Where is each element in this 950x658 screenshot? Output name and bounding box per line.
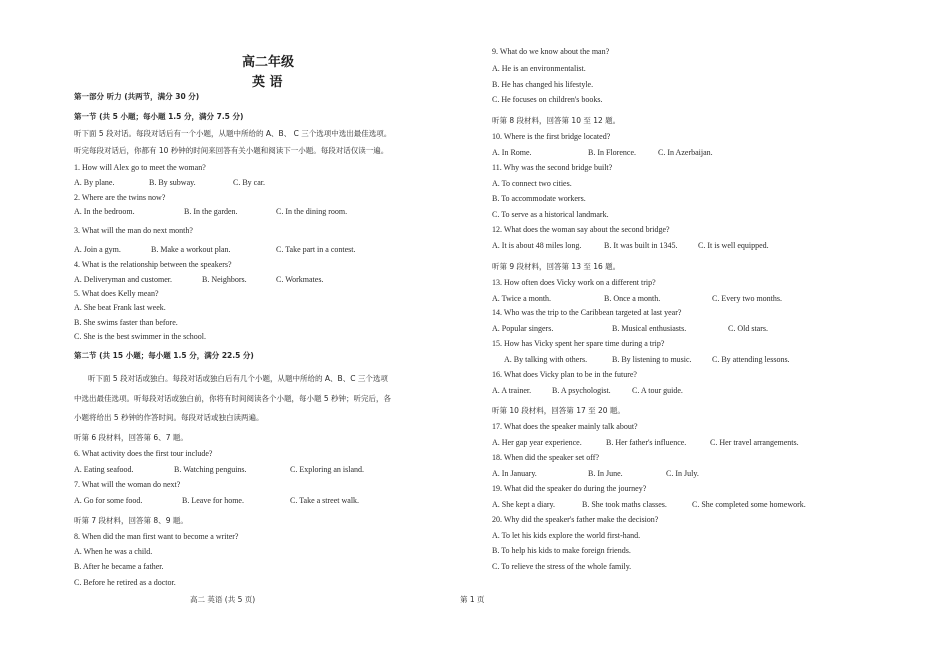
question-4: 4. What is the relationship between the speakers? [74, 260, 232, 269]
option-19c: C. She completed some homework. [692, 500, 806, 509]
question-18: 18. When did the speaker set off? [492, 453, 600, 462]
option-9c: C. He focuses on children's books. [492, 95, 603, 104]
option-5b: B. She swims faster than before. [74, 318, 178, 327]
option-17a: A. Her gap year experience. [492, 438, 582, 447]
question-20: 20. Why did the speaker's father make the decision? [492, 515, 659, 524]
question-10: 10. Where is the first bridge located? [492, 132, 611, 141]
option-14a: A. Popular singers. [492, 324, 554, 333]
question-19: 19. What did the speaker do during the journey? [492, 484, 647, 493]
option-12a: A. It is about 48 miles long. [492, 241, 582, 250]
passage-10-note: 听第 10 段材料，回答第 17 至 20 题。 [492, 406, 625, 415]
option-4a: A. Deliveryman and customer. [74, 275, 172, 284]
question-17: 17. What does the speaker mainly talk about? [492, 422, 638, 431]
option-4c: C. Workmates. [276, 275, 324, 284]
passage-9-note: 听第 9 段材料，回答第 13 至 16 题。 [492, 262, 621, 271]
option-10b: B. In Florence. [588, 148, 636, 157]
option-4b: B. Neighbors. [202, 275, 247, 284]
option-1a: A. By plane. [74, 178, 115, 187]
option-1c: C. By car. [233, 178, 265, 187]
option-16a: A. A trainer. [492, 386, 532, 395]
option-17c: C. Her travel arrangements. [710, 438, 799, 447]
question-14: 14. Who was the trip to the Caribbean targeted at last year? [492, 308, 682, 317]
page-number: 第 1 页 [460, 595, 485, 604]
option-5c: C. She is the best swimmer in the school. [74, 332, 206, 341]
option-8c: C. Before he retired as a doctor. [74, 578, 176, 587]
option-18c: C. In July. [666, 469, 699, 478]
subject-title: 英 语 [252, 75, 283, 90]
option-15a: A. By talking with others. [504, 355, 588, 364]
option-9b: B. He has changed his lifestyle. [492, 80, 594, 89]
question-11: 11. Why was the second bridge built? [492, 163, 613, 172]
question-8: 8. When did the man first want to become a writer? [74, 532, 239, 541]
option-7b: B. Leave for home. [182, 496, 244, 505]
option-3b: B. Make a workout plan. [151, 245, 231, 254]
question-6: 6. What activity does the first tour include? [74, 449, 213, 458]
option-10c: C. In Azerbaijan. [658, 148, 713, 157]
option-20a: A. To let his kids explore the world first-hand. [492, 531, 641, 540]
option-15c: C. By attending lessons. [712, 355, 790, 364]
option-7a: A. Go for some food. [74, 496, 143, 505]
option-14c: C. Old stars. [728, 324, 768, 333]
option-12c: C. It is well equipped. [698, 241, 769, 250]
question-3: 3. What will the man do next month? [74, 226, 193, 235]
section1-instruction-2: 听完每段对话后，你都有 10 秒钟的时间来回答有关小题和阅读下一小题。每段对话仅读一遍。 [74, 146, 389, 155]
passage-7-note: 听第 7 段材料，回答第 8、9 题。 [74, 516, 188, 525]
passage-6-note: 听第 6 段材料，回答第 6、7 题。 [74, 433, 188, 442]
question-9: 9. What do we know about the man? [492, 47, 610, 56]
option-6b: B. Watching penguins. [174, 465, 247, 474]
passage-8-note: 听第 8 段材料，回答第 10 至 12 题。 [492, 116, 621, 125]
section2-instruction-2: 中选出最佳选项。听每段对话或独白前，你将有时间阅读各个小题，每小题 5 秒钟；听完后，各 [74, 394, 392, 403]
option-16c: C. A tour guide. [632, 386, 683, 395]
question-2: 2. Where are the twins now? [74, 193, 166, 202]
question-7: 7. What will the woman do next? [74, 480, 181, 489]
question-5: 5. What does Kelly mean? [74, 289, 159, 298]
option-11a: A. To connect two cities. [492, 179, 572, 188]
question-16: 16. What does Vicky plan to be in the future? [492, 370, 637, 379]
option-19b: B. She took maths classes. [582, 500, 667, 509]
option-9a: A. He is an environmentalist. [492, 64, 586, 73]
option-13a: A. Twice a month. [492, 294, 552, 303]
option-12b: B. It was built in 1345. [604, 241, 678, 250]
option-18b: B. In June. [588, 469, 623, 478]
option-6a: A. Eating seafood. [74, 465, 134, 474]
option-7c: C. Take a street walk. [290, 496, 360, 505]
question-13: 13. How often does Vicky work on a different trip? [492, 278, 656, 287]
question-12: 12. What does the woman say about the second bridge? [492, 225, 670, 234]
question-1: 1. How will Alex go to meet the woman? [74, 163, 206, 172]
option-20c: C. To relieve the stress of the whole family. [492, 562, 632, 571]
option-5a: A. She beat Frank last week. [74, 303, 166, 312]
footer-left: 高二 英语 (共 5 页) [190, 595, 256, 604]
option-2b: B. In the garden. [184, 207, 238, 216]
option-13b: B. Once a month. [604, 294, 661, 303]
option-13c: C. Every two months. [712, 294, 782, 303]
option-10a: A. In Rome. [492, 148, 532, 157]
option-15b: B. By listening to music. [612, 355, 692, 364]
option-6c: C. Exploring an island. [290, 465, 364, 474]
section1-instruction-1: 听下面 5 段对话。每段对话后有一个小题，从题中所给的 A、B、 C 三个选项中选出最佳选项。 [74, 129, 392, 138]
section2-instruction-3: 小题将给出 5 秒钟的作答时间。每段对话或独白读两遍。 [74, 413, 264, 422]
option-17b: B. Her father's influence. [606, 438, 687, 447]
question-15: 15. How has Vicky spent her spare time during a trip? [492, 339, 665, 348]
option-14b: B. Musical enthusiasts. [612, 324, 687, 333]
option-16b: B. A psychologist. [552, 386, 611, 395]
option-20b: B. To help his kids to make foreign friends. [492, 546, 631, 555]
section1-title: 第一节 (共 5 小题；每小题 1.5 分，满分 7.5 分) [74, 112, 244, 121]
option-11c: C. To serve as a historical landmark. [492, 210, 609, 219]
option-11b: B. To accommodate workers. [492, 194, 586, 203]
option-8b: B. After he became a father. [74, 562, 164, 571]
option-2c: C. In the dining room. [276, 207, 348, 216]
section2-title: 第二节 (共 15 小题；每小题 1.5 分，满分 22.5 分) [74, 351, 254, 360]
option-19a: A. She kept a diary. [492, 500, 556, 509]
option-3c: C. Take part in a contest. [276, 245, 356, 254]
option-18a: A. In January. [492, 469, 537, 478]
grade-title: 高二年级 [242, 55, 295, 70]
option-2a: A. In the bedroom. [74, 207, 135, 216]
part1-title: 第一部分 听力 (共两节，满分 30 分) [74, 92, 200, 101]
section2-instruction-1: 听下面 5 段对话或独白。每段对话或独白后有几个小题，从题中所给的 A、B、C 三个选项 [88, 374, 388, 383]
option-3a: A. Join a gym. [74, 245, 121, 254]
option-1b: B. By subway. [149, 178, 196, 187]
option-8a: A. When he was a child. [74, 547, 153, 556]
